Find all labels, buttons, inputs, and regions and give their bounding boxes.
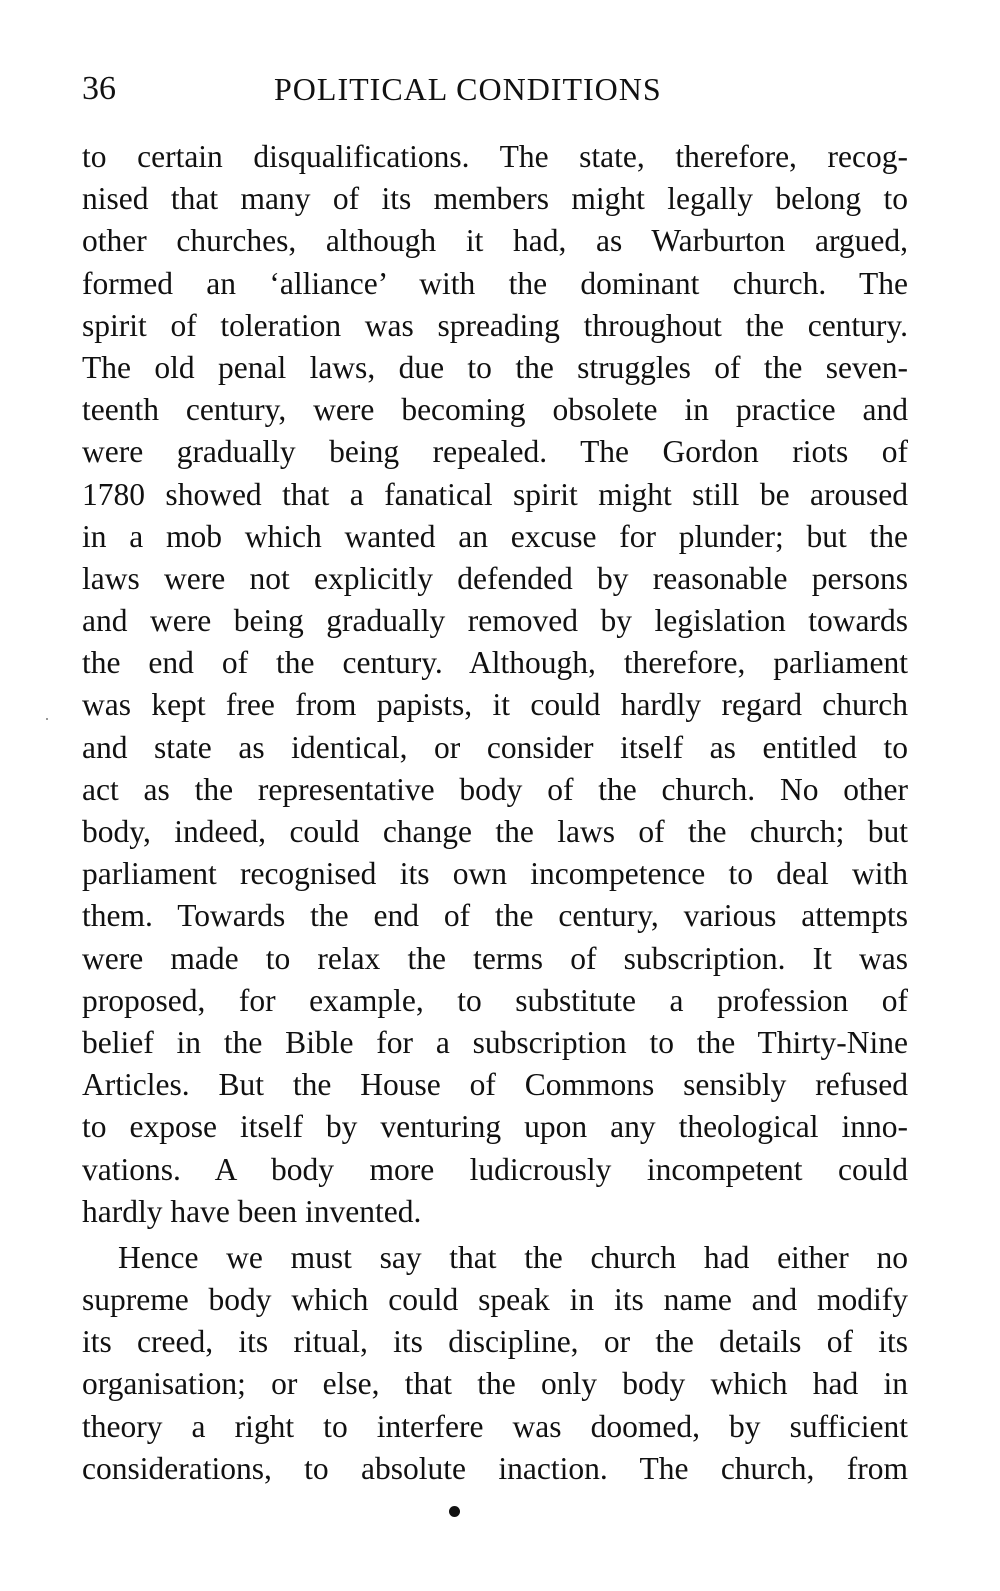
text-line: theory a right to interfere was doomed, by sufficient bbox=[82, 1408, 908, 1444]
text-line: its creed, its ritual, its discipline, or the details of its bbox=[82, 1324, 908, 1360]
text-line: other churches, although it had, as Warburton argued, bbox=[82, 223, 908, 259]
margin-speck bbox=[46, 718, 48, 720]
text-line: organisation; or else, that the only body which had in bbox=[82, 1366, 908, 1402]
text-line: were gradually being repealed. The Gordon riots of bbox=[82, 434, 908, 470]
text-line: to expose itself by venturing upon any theological inno- bbox=[82, 1109, 908, 1145]
text-line: Hence we must say that the church had either no bbox=[118, 1239, 908, 1275]
body-text bbox=[82, 136, 908, 1490]
text-line: hardly have been invented. bbox=[82, 1193, 422, 1229]
text-line: body, indeed, could change the laws of the church; but bbox=[82, 814, 908, 849]
text-line: proposed, for example, to substitute a profession of bbox=[82, 982, 908, 1018]
page-header bbox=[82, 64, 912, 114]
signature-bullet-mark bbox=[449, 1506, 460, 1517]
text-line: the end of the century. Although, therefore, parliament bbox=[82, 645, 908, 681]
text-line: were made to relax the terms of subscription. It was bbox=[82, 940, 908, 976]
text-line: nised that many of its members might legally belong to bbox=[82, 181, 908, 217]
running-head: POLITICAL CONDITIONS bbox=[274, 71, 662, 107]
text-line: parliament recognised its own incompetence to deal with bbox=[82, 856, 908, 892]
text-line: act as the representative body of the church. No other bbox=[82, 771, 908, 807]
paragraph-2 bbox=[82, 1237, 908, 1490]
text-line: considerations, to absolute inaction. The church, from bbox=[82, 1450, 908, 1486]
page-number: 36 bbox=[82, 70, 116, 107]
text-line: spirit of toleration was spreading throughout the century. bbox=[82, 307, 908, 343]
text-line: in a mob which wanted an excuse for plunder; but the bbox=[82, 518, 908, 554]
text-line: and state as identical, or consider itself as entitled to bbox=[82, 729, 908, 765]
text-line: supreme body which could speak in its name and modify bbox=[82, 1282, 908, 1318]
text-line: to certain disqualifications. The state, therefore, recog- bbox=[82, 139, 908, 174]
paragraph-1 bbox=[82, 136, 908, 1233]
text-line: and were being gradually removed by legislation towards bbox=[82, 603, 908, 639]
text-line: belief in the Bible for a subscription to the Thirty-Nine bbox=[82, 1024, 908, 1060]
text-line: was kept free from papists, it could hardly regard church bbox=[82, 687, 908, 723]
text-line: laws were not explicitly defended by reasonable persons bbox=[82, 560, 908, 596]
text-line: The old penal laws, due to the struggles of the seven- bbox=[82, 349, 908, 385]
text-line: them. Towards the end of the century, various attempts bbox=[82, 898, 908, 934]
text-line: formed an ‘alliance’ with the dominant church. The bbox=[82, 265, 908, 301]
text-line: vations. A body more ludicrously incompetent could bbox=[82, 1151, 908, 1187]
text-line: 1780 showed that a fanatical spirit might still be aroused bbox=[82, 476, 908, 512]
text-line: teenth century, were becoming obsolete in practice and bbox=[82, 392, 908, 428]
text-line: Articles. But the House of Commons sensibly refused bbox=[82, 1067, 908, 1103]
